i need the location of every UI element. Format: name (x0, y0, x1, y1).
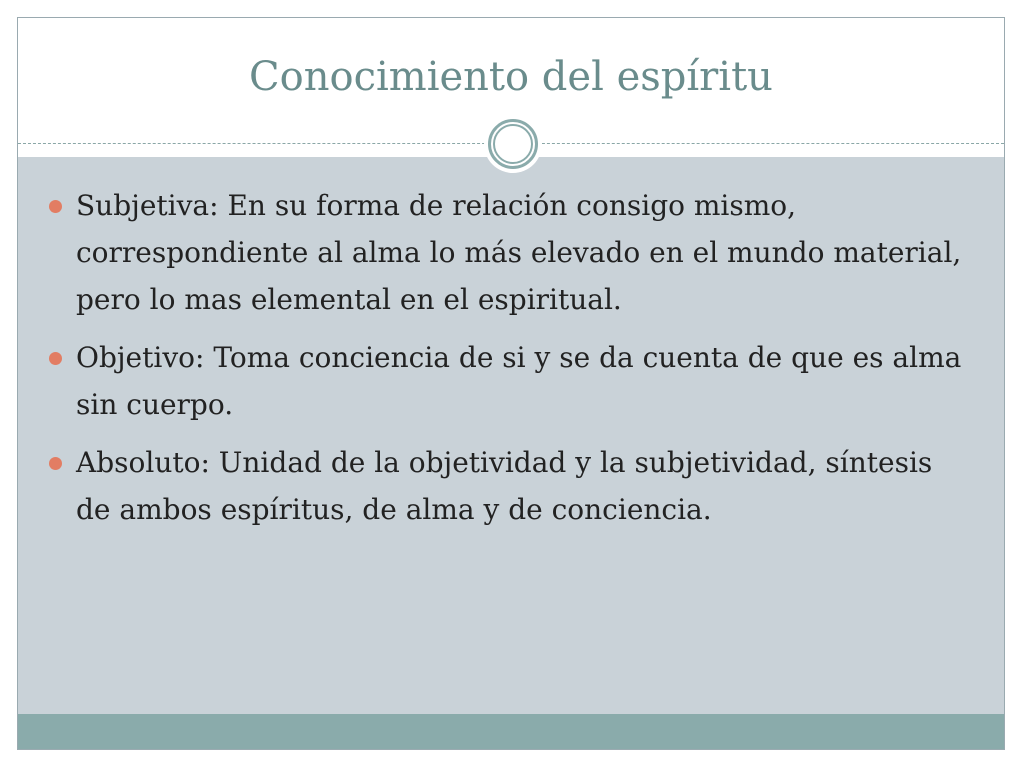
bullet-dot-icon (49, 200, 62, 213)
bullet-text: Subjetiva: En su forma de relación consigo mismo, correspondiente al alma lo más elevado en el mundo material, pero lo mas elemental en el espiritual. (76, 189, 962, 316)
bullet-text: Absoluto: Unidad de la objetividad y la subjetividad, síntesis de ambos espíritus, de alma y de conciencia. (76, 446, 933, 526)
bullet-list (49, 182, 969, 544)
footer-bar (18, 714, 1004, 749)
bullet-item-absoluto (49, 439, 969, 533)
bullet-dot-icon (49, 352, 62, 365)
bullet-item-objetivo (49, 334, 969, 428)
bullet-item-subjetiva (49, 182, 969, 323)
slide (17, 17, 1005, 750)
bullet-text: Objetivo: Toma conciencia de si y se da cuenta de que es alma sin cuerpo. (76, 341, 962, 421)
circle-ring-inner-icon (493, 124, 533, 164)
slide-title: Conocimiento del espíritu (249, 54, 773, 100)
bullet-dot-icon (49, 457, 62, 470)
